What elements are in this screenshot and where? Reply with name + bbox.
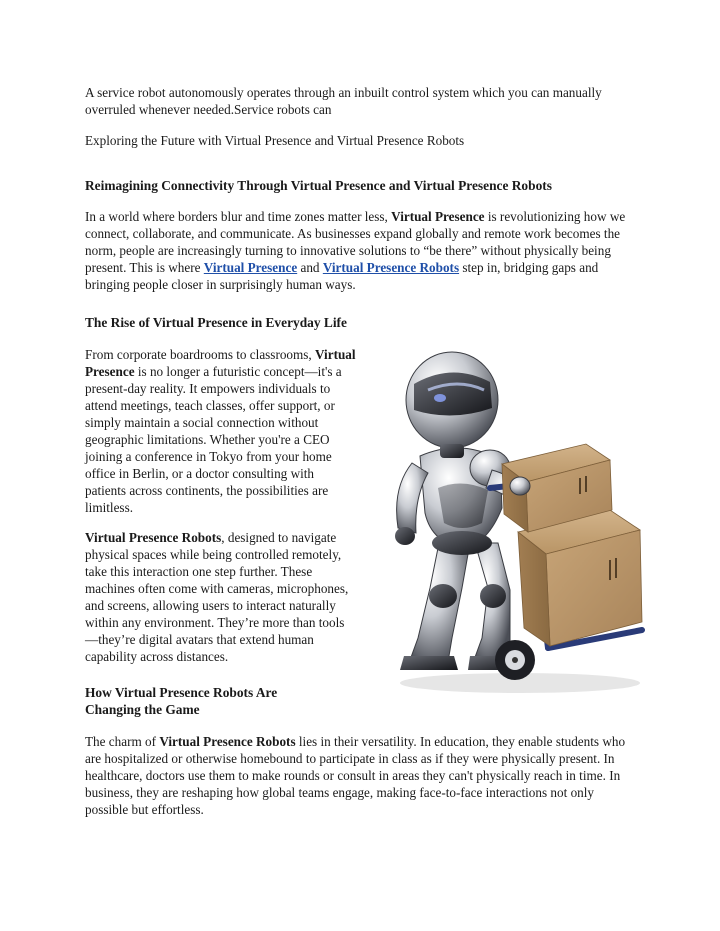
rise-text-1: From corporate boardrooms to classrooms, [85, 347, 316, 362]
heading-changing-game: How Virtual Presence Robots Are Changing the Game [85, 685, 278, 717]
charm-text-2: lies in their versatility. In education, they enable students who are hospitalized or otherwise homebound to participate in class as if they were physically present. In healthcare, doctors use them to make rounds or consult in areas they can't physically reach in time. In business, they are reshaping how global teams engage, making face-to-face interactions not only possible but effortless. [85, 734, 626, 817]
robot-illustration [370, 338, 665, 712]
intro-text-2: is revolutionizing how we connect, collaborate, and communicate. As businesses expand globally and remote work becomes the norm, people are increasingly turning to innovative solutions to “be there” without physically being present. This is where [85, 209, 626, 275]
intro-paragraph [85, 208, 640, 293]
charm-text-1: The charm of [85, 734, 160, 749]
robots-text-1: , designed to navigate physical spaces while being controlled remotely, take this interaction one step further. These machines often come with cameras, microphones, and screens, allowing users to interact naturally within any environment. They’re more than tools—they’re digital avatars that extend human capability across distances. [85, 530, 349, 664]
link-virtual-presence[interactable]: Virtual Presence [203, 260, 298, 275]
lead-paragraph: A service robot autonomously operates through an inbuilt control system which you can manually overruled whenever needed.Service robots can [85, 85, 602, 117]
charm-bold-virtual-presence-robots: Virtual Presence Robots [159, 734, 296, 749]
heading-rise: The Rise of Virtual Presence in Everyday Life [85, 315, 347, 330]
intro-text-1: In a world where borders blur and time zones matter less, [85, 209, 392, 224]
robots-paragraph [85, 529, 357, 665]
intro-text-4: step in, bridging gaps and bringing people closer in surprisingly human ways. [85, 260, 599, 292]
link-virtual-presence-robots[interactable]: Virtual Presence Robots [322, 260, 460, 275]
intro-text-3: and [297, 260, 323, 275]
charm-paragraph [85, 733, 640, 818]
rise-paragraph [85, 346, 357, 516]
rise-text-2: is no longer a futuristic concept—it's a present-day reality. It empowers individuals to attend meetings, teach classes, offer support, or simply maintain a social connection without geographic limitations. Whether you're a CEO joining a conference in Tokyo from your home office in Berlin, or a doctor consulting with patients across continents, the possibilities are limitless. [85, 364, 342, 515]
heading-reimagining: Reimagining Connectivity Through Virtual Presence and Virtual Presence Robots [85, 178, 552, 193]
subtitle: Exploring the Future with Virtual Presence and Virtual Presence Robots [85, 133, 465, 148]
rise-bold-virtual-presence: Virtual Presence [85, 347, 356, 379]
robots-bold-virtual-presence-robots: Virtual Presence Robots [85, 530, 222, 545]
robot-hand-truck-image [370, 338, 665, 712]
intro-bold-virtual-presence: Virtual Presence [391, 209, 485, 224]
